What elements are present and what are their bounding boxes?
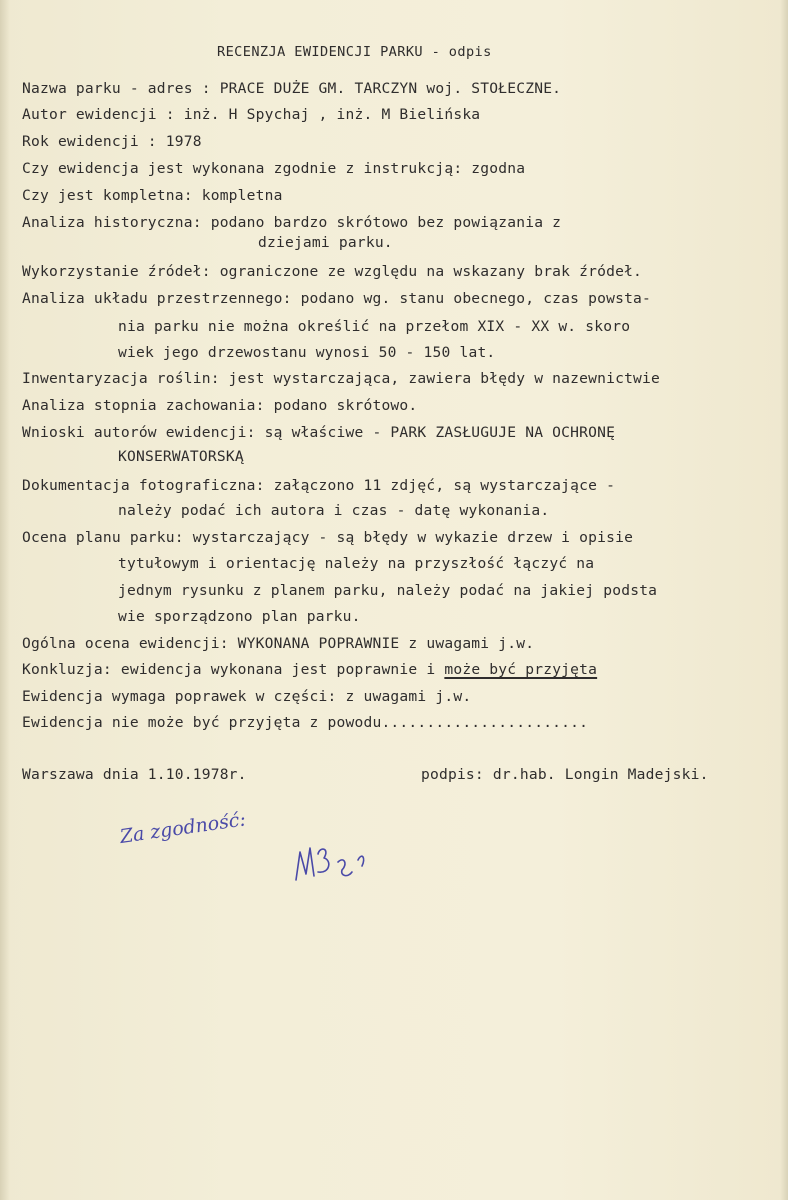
signed-by: podpis: dr.hab. Longin Madejski. bbox=[421, 766, 709, 783]
line-complete: Czy jest kompletna: kompletna bbox=[22, 187, 283, 204]
line-plan-cont1: tytułowym i orientację należy na przyszłość łączyć na bbox=[118, 555, 595, 572]
handwritten-signature bbox=[290, 836, 370, 888]
line-spatial-cont2: wiek jego drzewostanu wynosi 50 - 150 lat. bbox=[118, 344, 496, 361]
handwritten-note: Za zgodność: bbox=[118, 808, 248, 848]
line-plants: Inwentaryzacja roślin: jest wystarczająca, zawiera błędy w nazewnictwie bbox=[22, 370, 661, 387]
line-plan: Ocena planu parku: wystarczający - są błędy w wykazie drzew i opisie bbox=[22, 529, 634, 546]
line-corrections: Ewidencja wymaga poprawek w części: z uwagami j.w. bbox=[22, 688, 472, 705]
line-year: Rok ewidencji : 1978 bbox=[22, 133, 202, 150]
document-title: RECENZJA EWIDENCJI PARKU - odpis bbox=[217, 44, 492, 60]
place-date: Warszawa dnia 1.10.1978r. bbox=[22, 766, 247, 783]
line-photos-cont: należy podać ich autora i czas - datę wykonania. bbox=[118, 502, 550, 519]
line-overall: Ogólna ocena ewidencji: WYKONANA POPRAWNIE z uwagami j.w. bbox=[22, 635, 535, 652]
line-rejection: Ewidencja nie może być przyjęta z powodu....................... bbox=[22, 714, 589, 731]
line-author: Autor ewidencji : inż. H Spychaj , inż. M Bielińska bbox=[22, 106, 481, 123]
verdict-text: Konkluzja: ewidencja wykonana jest poprawnie i bbox=[22, 661, 445, 678]
line-preservation: Analiza stopnia zachowania: podano skrótowo. bbox=[22, 397, 418, 414]
line-photos: Dokumentacja fotograficzna: załączono 11 zdjęć, są wystarczające - bbox=[22, 477, 616, 494]
line-plan-cont2: jednym rysunku z planem parku, należy podać na jakiej podsta bbox=[118, 582, 658, 599]
line-spatial: Analiza układu przestrzennego: podano wg. stanu obecnego, czas powsta- bbox=[22, 290, 652, 307]
line-verdict bbox=[22, 661, 597, 678]
line-conclusions: Wnioski autorów ewidencji: są właściwe - PARK ZASŁUGUJE NA OCHRONĘ bbox=[22, 424, 616, 441]
line-historical-cont: dziejami parku. bbox=[258, 234, 393, 251]
line-instruction: Czy ewidencja jest wykonana zgodnie z instrukcją: zgodna bbox=[22, 160, 526, 177]
paper-edge-right bbox=[780, 0, 788, 1200]
line-plan-cont3: wie sporządzono plan parku. bbox=[118, 608, 361, 625]
paper-edge-left bbox=[0, 0, 10, 1200]
line-spatial-cont1: nia parku nie można określić na przełom XIX - XX w. skoro bbox=[118, 318, 631, 335]
line-park-name: Nazwa parku - adres : PRACE DUŻE GM. TARCZYN woj. STOŁECZNE. bbox=[22, 80, 562, 97]
line-conclusions-cont: KONSERWATORSKĄ bbox=[118, 448, 244, 465]
line-historical: Analiza historyczna: podano bardzo skrótowo bez powiązania z bbox=[22, 214, 562, 231]
line-sources: Wykorzystanie źródeł: ograniczone ze względu na wskazany brak źródeł. bbox=[22, 263, 643, 280]
verdict-emphasis: może być przyjęta bbox=[444, 661, 598, 678]
